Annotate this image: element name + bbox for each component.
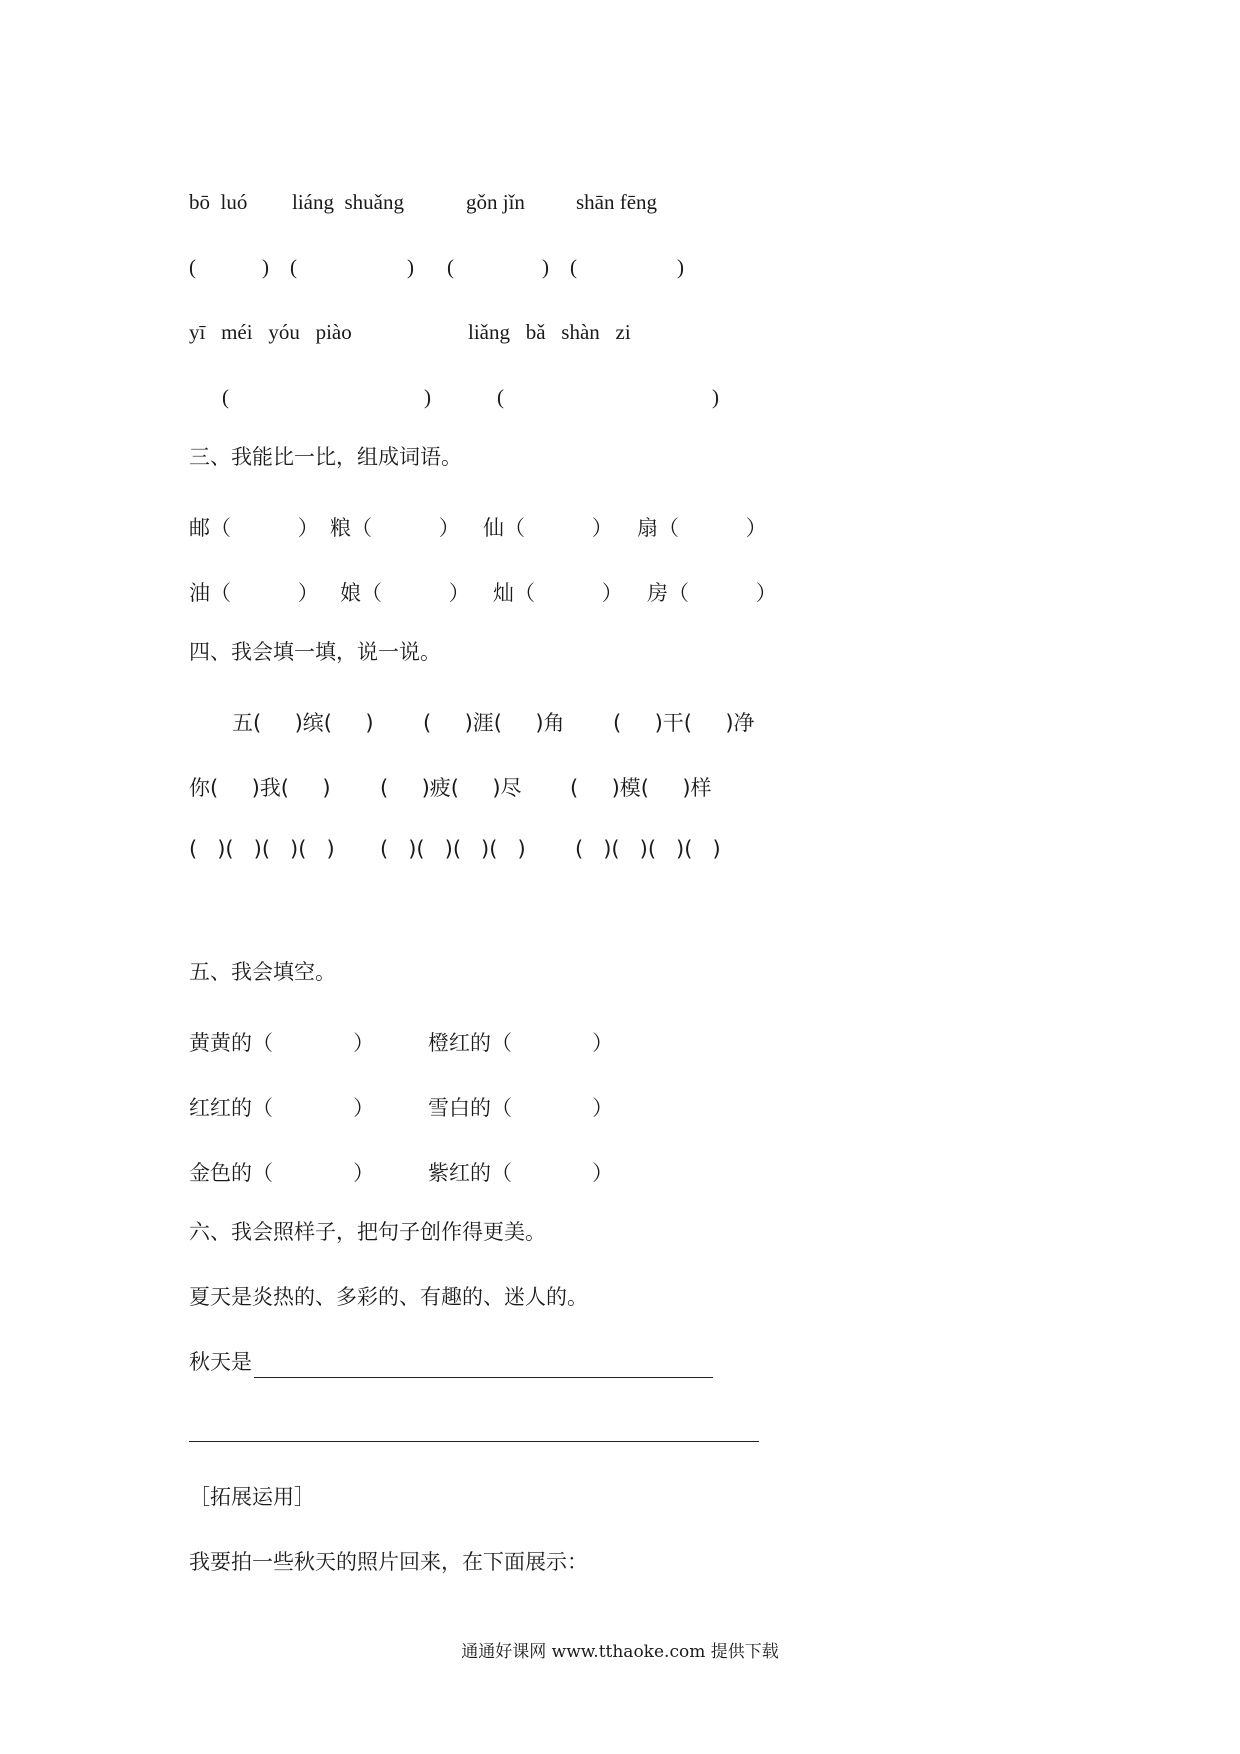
paren-open: ( [290, 255, 297, 279]
fill-blank: 橙红的（ ） [428, 1031, 614, 1055]
paren-close: ) [424, 385, 431, 409]
idiom-blank: ( )( )( )( ) [380, 837, 526, 861]
word-blank: 灿（ ） [493, 581, 623, 605]
word-blank: 房（ ） [647, 581, 777, 605]
idiom-blank: ( )模( )样 [570, 776, 712, 800]
fill-blank: 黄黄的（ ） [189, 1031, 375, 1055]
pinyin-item: shān fēng [576, 190, 658, 214]
paren-close: ) [407, 255, 414, 279]
prompt-sentence: 秋天是 [189, 1350, 252, 1374]
idiom-blank: ( )疲( )尽 [380, 776, 522, 800]
paren-close: ) [677, 255, 684, 279]
paren-open: ( [222, 385, 229, 409]
paren-open: ( [189, 255, 196, 279]
pinyin-item: liáng shuǎng [292, 190, 404, 214]
paren-open: ( [570, 255, 577, 279]
pinyin-item: bō luó [189, 190, 248, 214]
pinyin-item: yī méi yóu piào [189, 320, 352, 344]
pinyin-item: gǒn jǐn [466, 190, 525, 214]
paren-close: ) [262, 255, 269, 279]
answer-line [254, 1377, 713, 1378]
section-4-title: 四、我会填一填，说一说。 [189, 640, 441, 664]
answer-line [189, 1441, 759, 1442]
extension-text: 我要拍一些秋天的照片回来，在下面展示： [189, 1550, 588, 1574]
paren-open: ( [497, 385, 504, 409]
word-blank: 娘（ ） [340, 581, 470, 605]
section-3-title: 三、我能比一比，组成词语。 [189, 445, 462, 469]
paren-open: ( [447, 255, 454, 279]
paren-close: ) [712, 385, 719, 409]
fill-blank: 红红的（ ） [189, 1096, 375, 1120]
fill-blank: 金色的（ ） [189, 1161, 375, 1185]
idiom-blank: ( )( )( )( ) [575, 837, 721, 861]
fill-blank: 紫红的（ ） [428, 1161, 614, 1185]
section-6-title: 六、我会照样子，把句子创作得更美。 [189, 1220, 546, 1244]
idiom-blank: ( )干( )净 [613, 711, 755, 735]
word-blank: 油（ ） [189, 581, 319, 605]
idiom-blank: ( )涯( )角 [423, 711, 565, 735]
word-blank: 粮（ ） [330, 516, 460, 540]
paren-close: ) [542, 255, 549, 279]
example-sentence: 夏天是炎热的、多彩的、有趣的、迷人的。 [189, 1285, 588, 1309]
idiom-blank: 五( )缤( ) [232, 711, 374, 735]
extension-title: ［拓展运用］ [189, 1485, 315, 1509]
word-blank: 仙（ ） [483, 516, 613, 540]
fill-blank: 雪白的（ ） [428, 1096, 614, 1120]
idiom-blank: ( )( )( )( ) [189, 837, 335, 861]
word-blank: 邮（ ） [189, 516, 319, 540]
word-blank: 扇（ ） [637, 516, 767, 540]
footer: 通通好课网 www.tthaoke.com 提供下载 [461, 1642, 779, 1662]
section-5-title: 五、我会填空。 [189, 960, 336, 984]
pinyin-item: liǎng bǎ shàn zi [468, 320, 631, 344]
idiom-blank: 你( )我( ) [189, 776, 331, 800]
